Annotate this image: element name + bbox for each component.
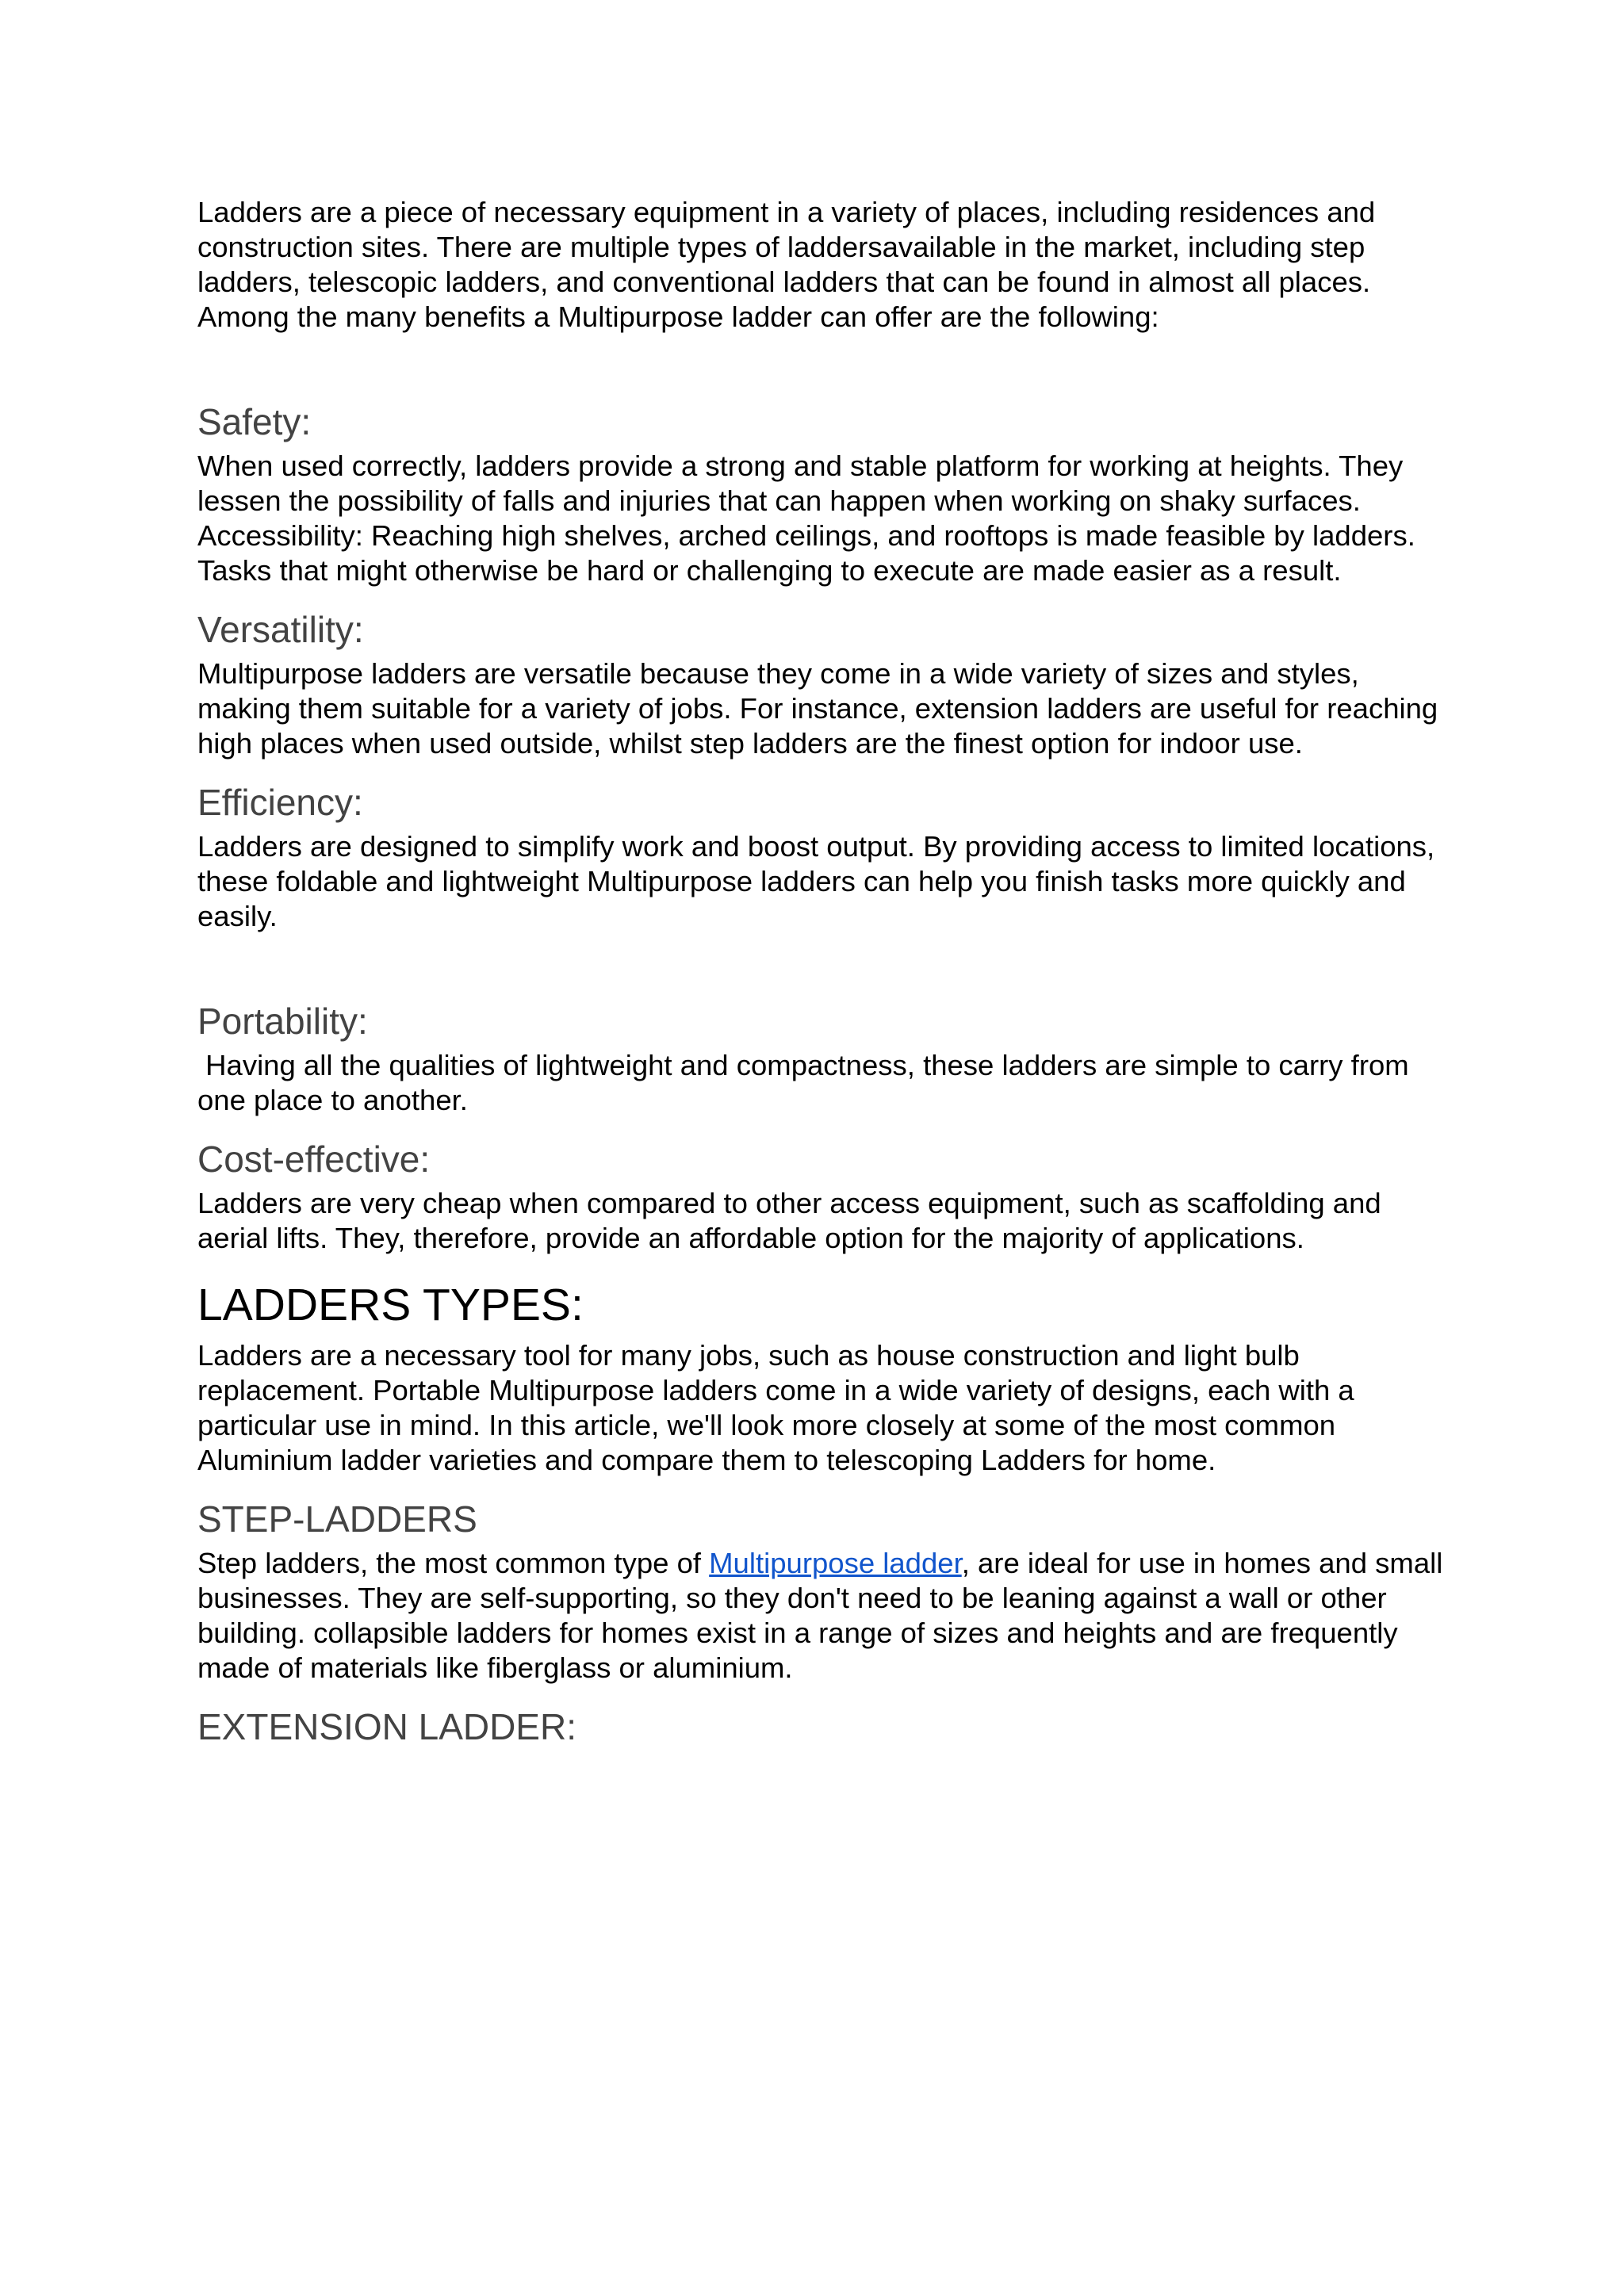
versatility-heading: Versatility: bbox=[197, 609, 364, 650]
step-ladders-paragraph bbox=[197, 1546, 1450, 1686]
document-page bbox=[197, 195, 1450, 1749]
intro-paragraph: Ladders are a piece of necessary equipment in a variety of places, including residences and construction sites. There are multiple types of laddersavailable in the market, including step ladders, telescopic ladders, and conventional ladders that can be found in almost all places. Among the many benefits a Multipurpose ladder can offer are the following: bbox=[197, 196, 1384, 333]
efficiency-heading: Efficiency: bbox=[197, 782, 363, 823]
portability-paragraph: Having all the qualities of lightweight and compactness, these ladders are simple to carry from one place to another. bbox=[197, 1049, 1417, 1116]
versatility-paragraph: Multipurpose ladders are versatile because they come in a wide variety of sizes and styles, making them suitable for a variety of jobs. For instance, extension ladders are useful for reaching high places when used outside, whilst step ladders are the finest option for indoor use. bbox=[197, 657, 1446, 760]
step-ladders-text-before-link: Step ladders, the most common type of bbox=[197, 1547, 710, 1579]
safety-heading: Safety: bbox=[197, 401, 312, 442]
cost-effective-paragraph: Ladders are very cheap when compared to other access equipment, such as scaffolding and aerial lifts. They, therefore, provide an affordable option for the majority of applications. bbox=[197, 1187, 1389, 1254]
extension-ladder-heading: EXTENSION LADDER: bbox=[197, 1706, 576, 1747]
multipurpose-ladder-link[interactable]: Multipurpose ladder bbox=[709, 1547, 962, 1579]
efficiency-paragraph: Ladders are designed to simplify work and boost output. By providing access to limited locations, these foldable and lightweight Multipurpose ladders can help you finish tasks more quickly and easily. bbox=[197, 830, 1443, 932]
portability-heading: Portability: bbox=[197, 1001, 368, 1042]
accessibility-paragraph: Accessibility: Reaching high shelves, arched ceilings, and rooftops is made feasible by ladders. Tasks that might otherwise be hard or challenging to execute are made easier as a result. bbox=[197, 519, 1423, 587]
step-ladders-heading: STEP-LADDERS bbox=[197, 1498, 477, 1540]
cost-effective-heading: Cost-effective: bbox=[197, 1138, 431, 1180]
safety-paragraph: When used correctly, ladders provide a strong and stable platform for working at heights. They lessen the possibility of falls and injuries that can happen when working on shaky surfaces. bbox=[197, 450, 1411, 517]
step-ladders-text-after-link: , are ideal for use in homes and small businesses. They are self-supporting, so they don't need to be leaning against a wall or other building. collapsible ladders for homes exist in a range of sizes and heights and are frequently made of materials like fiberglass or aluminium. bbox=[197, 1547, 1451, 1684]
ladder-types-heading: LADDERS TYPES: bbox=[197, 1280, 584, 1330]
ladder-types-paragraph: Ladders are a necessary tool for many jobs, such as house construction and light bulb replacement. Portable Multipurpose ladders come in a wide variety of designs, each with a particular use in mind. In this article, we'll look more closely at some of the most common Aluminium ladder varieties and compare them to telescoping Ladders for home. bbox=[197, 1339, 1362, 1476]
